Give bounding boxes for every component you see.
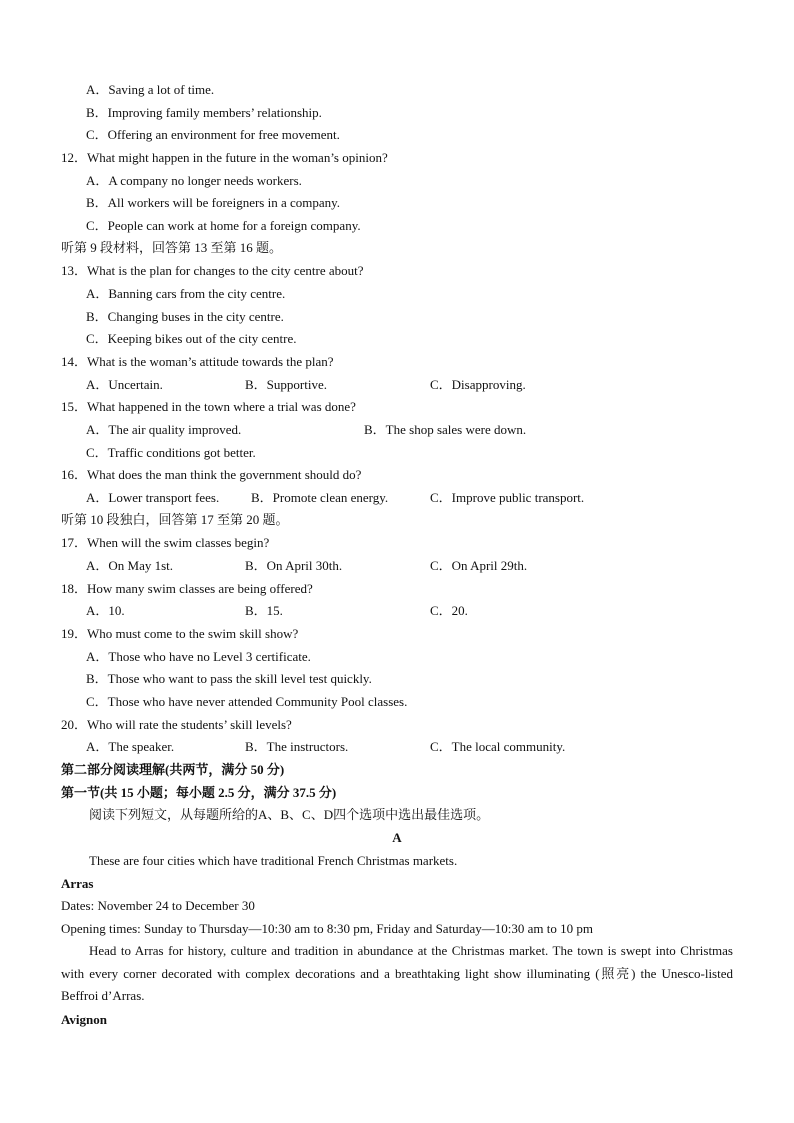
- q11-option-a: A．Saving a lot of time.: [86, 82, 215, 97]
- q16-stem: 16．What does the man think the government should do?: [61, 467, 362, 482]
- q19-option-a: A．Those who have no Level 3 certificate.: [86, 649, 311, 664]
- q12-stem: 12．What might happen in the future in the woman’s opinion?: [61, 150, 388, 165]
- passage-intro: These are four cities which have traditional French Christmas markets.: [89, 853, 458, 868]
- q18-option-a: A．10.: [86, 603, 125, 618]
- part2-section1-heading: 第一节(共 15 小题；每小题 2.5 分，满分 37.5 分): [61, 785, 337, 800]
- q20-option-c: C．The local community.: [430, 739, 566, 754]
- q16-option-b: B．Promote clean energy.: [251, 490, 389, 505]
- q19-option-b: B．Those who want to pass the skill level test quickly.: [86, 671, 372, 686]
- q19-stem: 19．Who must come to the swim skill show?: [61, 626, 299, 641]
- city-heading-avignon: Avignon: [61, 1012, 107, 1027]
- arras-description: Head to Arras for history, culture and tradition in abundance at the Christmas market. The town is swept into Christmas with every corner decorated with complex decorations and a breathtaking light show illuminating (照亮) the Unesco-listed Beffroi d’Arras.: [61, 943, 733, 1004]
- q14-option-a: A．Uncertain.: [86, 377, 163, 392]
- q11-option-c: C．Offering an environment for free movement.: [86, 127, 340, 142]
- q19-option-c: C．Those who have never attended Community Pool classes.: [86, 694, 408, 709]
- q15-option-b: B．The shop sales were down.: [364, 422, 527, 437]
- arras-dates: Dates: November 24 to December 30: [61, 898, 255, 913]
- q17-option-a: A．On May 1st.: [86, 558, 174, 573]
- q13-option-a: A．Banning cars from the city centre.: [86, 286, 286, 301]
- q20-option-b: B．The instructors.: [245, 739, 349, 754]
- q16-option-a: A．Lower transport fees.: [86, 490, 220, 505]
- arras-opening-times: Opening times: Sunday to Thursday—10:30 am to 8:30 pm, Friday and Saturday—10:30 am to 10 pm: [61, 921, 593, 936]
- q13-stem: 13．What is the plan for changes to the city centre about?: [61, 263, 364, 278]
- part2-heading: 第二部分阅读理解(共两节，满分 50 分): [61, 762, 285, 777]
- q14-stem: 14．What is the woman’s attitude towards the plan?: [61, 354, 334, 369]
- q13-option-c: C．Keeping bikes out of the city centre.: [86, 331, 297, 346]
- q20-option-a: A．The speaker.: [86, 739, 175, 754]
- section9-intro: 听第 9 段材料，回答第 13 至第 16 题。: [61, 240, 283, 255]
- passage-letter: A: [392, 830, 402, 845]
- reading-instruction: 阅读下列短文，从每题所给的A、B、C、D四个选项中选出最佳选项。: [89, 807, 490, 822]
- section10-intro: 听第 10 段独白，回答第 17 至第 20 题。: [61, 512, 289, 527]
- q20-stem: 20．Who will rate the students’ skill levels?: [61, 717, 292, 732]
- q18-option-c: C．20.: [430, 603, 468, 618]
- q11-option-b: B．Improving family members’ relationship.: [86, 105, 322, 120]
- q12-option-c: C．People can work at home for a foreign company.: [86, 218, 361, 233]
- q17-option-c: C．On April 29th.: [430, 558, 528, 573]
- q14-option-c: C．Disapproving.: [430, 377, 526, 392]
- q13-option-b: B．Changing buses in the city centre.: [86, 309, 284, 324]
- q15-option-a: A．The air quality improved.: [86, 422, 242, 437]
- q17-option-b: B．On April 30th.: [245, 558, 343, 573]
- q18-stem: 18．How many swim classes are being offered?: [61, 581, 313, 596]
- q15-stem: 15．What happened in the town where a trial was done?: [61, 399, 356, 414]
- city-heading-arras: Arras: [61, 876, 94, 891]
- q17-stem: 17．When will the swim classes begin?: [61, 535, 270, 550]
- q12-option-b: B．All workers will be foreigners in a company.: [86, 195, 341, 210]
- q18-option-b: B．15.: [245, 603, 283, 618]
- q16-option-c: C．Improve public transport.: [430, 490, 585, 505]
- q12-option-a: A．A company no longer needs workers.: [86, 173, 302, 188]
- q15-option-c: C．Traffic conditions got better.: [86, 445, 256, 460]
- q14-option-b: B．Supportive.: [245, 377, 327, 392]
